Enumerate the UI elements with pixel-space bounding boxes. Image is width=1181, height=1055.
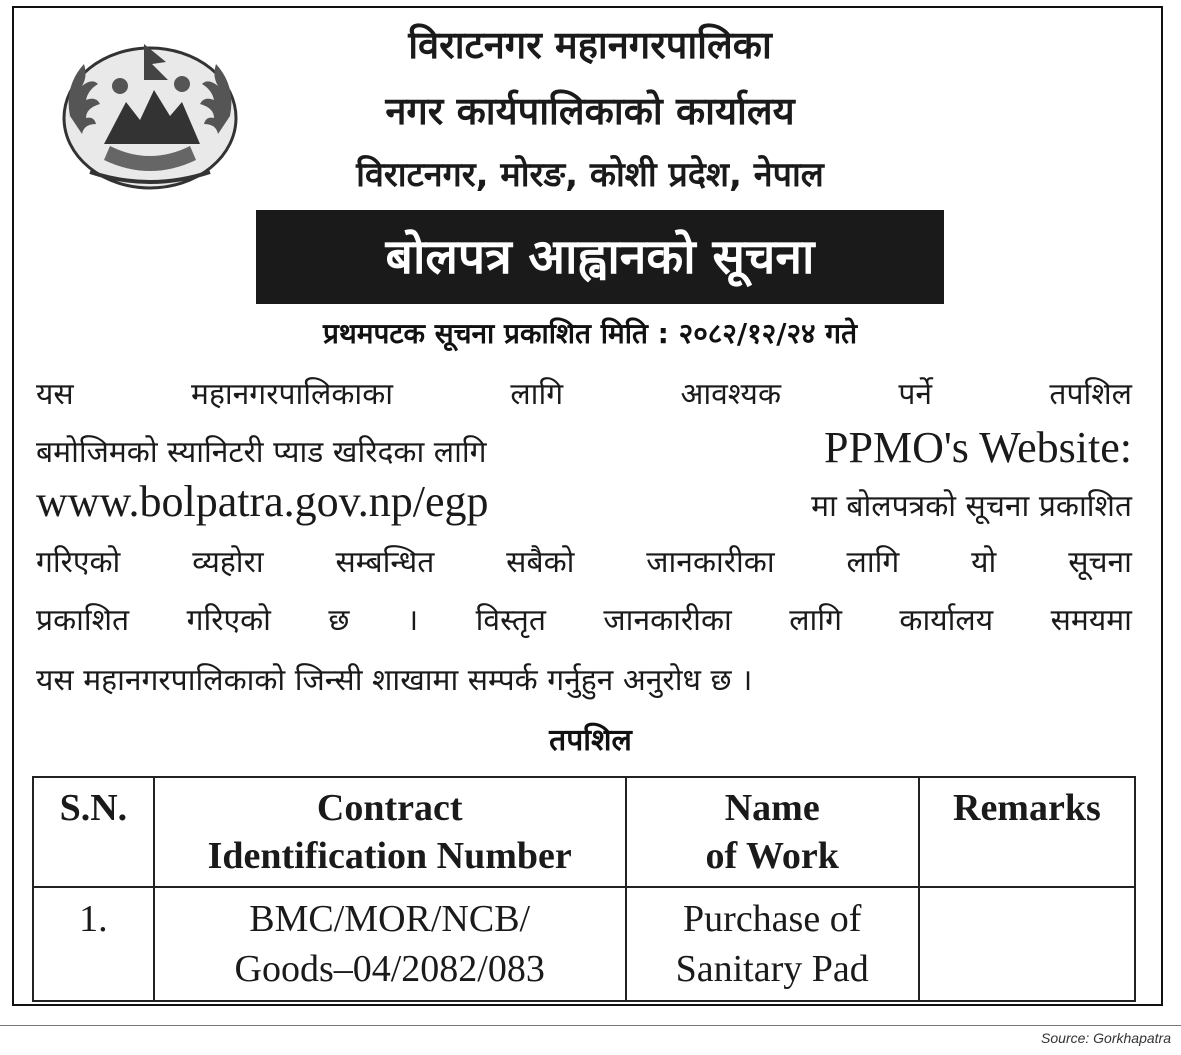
body-word: जानकारीका	[603, 603, 732, 638]
body-word: लागि	[789, 603, 842, 638]
body-word: विस्तृत	[475, 603, 546, 638]
body-word: व्यहोरा	[192, 545, 264, 580]
column-header-remarks: Remarks	[919, 777, 1135, 887]
body-word: गरिएको	[186, 603, 271, 638]
body-word: तपशिल	[1049, 377, 1132, 412]
body-word: छ	[328, 603, 350, 638]
body-line-1	[36, 372, 1132, 413]
header-address: विराटनगर, मोरङ, कोशी प्रदेश, नेपाल	[356, 155, 824, 195]
body-word: कार्यालय	[899, 603, 994, 638]
footer-divider	[0, 1025, 1181, 1026]
first-publication-date: प्रथमपटक सूचना प्रकाशित मिति : २०८२/१२/२४ गते	[322, 317, 858, 350]
cell-text: Sanitary Pad	[675, 948, 869, 990]
body-word: गरिएको	[36, 545, 121, 580]
notice-title-banner: बोलपत्र आह्वानको सूचना	[256, 210, 944, 304]
body-word: समयमा	[1050, 603, 1132, 638]
body-word: लागि	[846, 545, 900, 580]
body-line-3	[36, 476, 1132, 527]
column-header-text: Identification Number	[207, 835, 572, 877]
cell-contract-id	[154, 887, 626, 1001]
header-office-name: नगर कार्यपालिकाको कार्यालय	[385, 89, 795, 133]
bolpatra-url-link[interactable]: www.bolpatra.gov.np/egp	[36, 477, 489, 526]
body-text: मा बोलपत्रको सूचना प्रकाशित	[811, 489, 1132, 524]
body-line-6	[36, 658, 1132, 699]
body-line-2	[36, 422, 1132, 473]
cell-text: Purchase of	[683, 898, 862, 940]
cell-text: BMC/MOR/NCB/	[249, 898, 531, 940]
column-header-text: of Work	[705, 835, 839, 877]
cell-name-of-work	[626, 887, 919, 1001]
cell-text: Goods–04/2082/083	[234, 948, 545, 990]
body-word: यस	[36, 377, 74, 412]
body-word: आवश्यक	[680, 377, 781, 412]
column-header-text: Name	[724, 787, 820, 829]
body-word: जानकारीका	[646, 545, 775, 580]
body-word: लागि	[510, 377, 564, 412]
table-row	[33, 887, 1135, 1001]
cell-sn: 1.	[33, 887, 154, 1001]
body-word: महानगरपालिकाका	[191, 377, 394, 412]
body-word: ।	[406, 603, 419, 638]
source-credit: Source: Gorkhapatra	[1041, 1030, 1171, 1046]
table-header-row	[33, 777, 1135, 887]
column-header-text: Contract	[316, 787, 463, 829]
body-text: बमोजिमको स्यानिटरी प्याड खरिदका लागि	[36, 435, 487, 470]
body-line-4	[36, 540, 1132, 581]
body-word: पर्ने	[898, 377, 933, 412]
body-word: सम्बन्धित	[335, 545, 435, 580]
schedule-heading: तपशिल	[549, 723, 632, 758]
body-word: प्रकाशित	[36, 603, 130, 638]
column-header-name-of-work	[626, 777, 919, 887]
body-text: यस महानगरपालिकाको जिन्सी शाखामा सम्पर्क गर्नुहुन अनुरोध छ ।	[36, 663, 753, 698]
nepal-government-emblem-icon	[50, 26, 250, 194]
ppmo-website-label: PPMO's Website:	[824, 423, 1132, 472]
body-word: यो	[971, 545, 997, 580]
body-line-5	[36, 598, 1132, 639]
contract-schedule-table	[32, 776, 1136, 1002]
header-municipality-name: विराटनगर महानगरपालिका	[408, 23, 772, 67]
body-word: सूचना	[1068, 545, 1132, 580]
column-header-sn: S.N.	[33, 777, 154, 887]
cell-remarks	[919, 887, 1135, 1001]
column-header-contract-id	[154, 777, 626, 887]
body-word: सबैको	[506, 545, 575, 580]
